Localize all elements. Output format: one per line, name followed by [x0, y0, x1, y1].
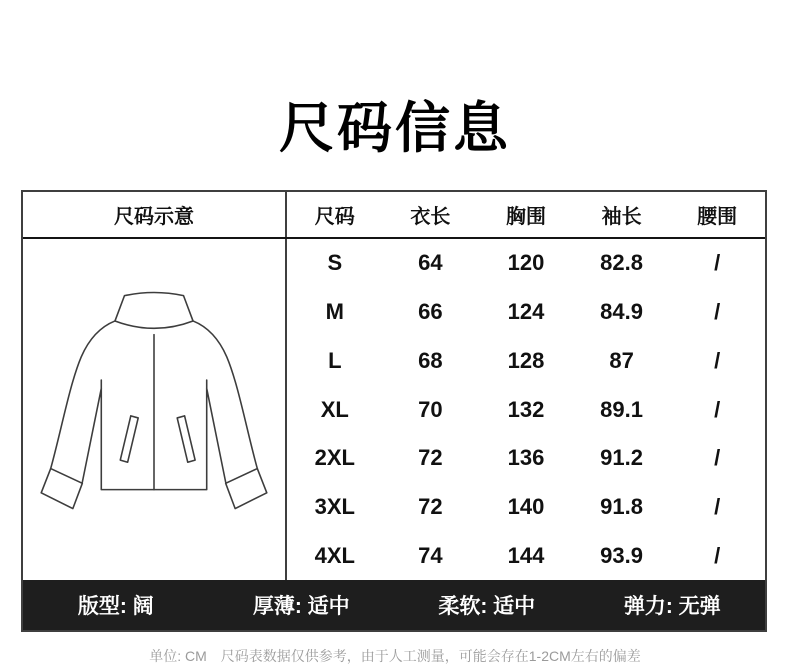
cell-size: XL [320, 396, 349, 422]
table-row-m [287, 288, 765, 337]
col-header-length: 衣长 [410, 206, 451, 228]
cell-waist: / [714, 445, 721, 471]
cell-waist: / [714, 493, 721, 519]
col-header-chest: 胸围 [505, 206, 546, 228]
cell-sleeve: 84.9 [600, 299, 643, 325]
cell-size: S [327, 250, 343, 276]
cell-length: 72 [418, 493, 443, 519]
attr-fit: 版型: 阔 [77, 595, 154, 618]
size-table-card [21, 190, 767, 632]
fabric-attributes-bar [23, 580, 765, 630]
table-row-3xl [287, 483, 765, 532]
table-row-s [287, 239, 765, 288]
table-row-xl [287, 385, 765, 434]
col-header-sleeve: 袖长 [601, 206, 642, 228]
cell-length: 70 [418, 396, 443, 422]
size-rows [287, 239, 765, 580]
cell-chest: 136 [507, 445, 545, 471]
cell-chest: 140 [507, 493, 545, 519]
cell-waist: / [714, 299, 721, 325]
cell-sleeve: 93.9 [600, 542, 643, 568]
attr-softness: 柔软: 适中 [438, 595, 536, 618]
cell-size: M [325, 299, 344, 325]
cell-length: 64 [418, 250, 443, 276]
table-row-2xl [287, 434, 765, 483]
illustration-column-header: 尺码示意 [23, 192, 287, 237]
table-row-l [287, 336, 765, 385]
size-table-header [23, 192, 765, 239]
cell-sleeve: 87 [609, 347, 634, 373]
col-header-size: 尺码 [314, 206, 355, 228]
measure-column-headers [287, 192, 765, 237]
cell-length: 66 [418, 299, 443, 325]
measurement-disclaimer: 单位: CM 尺码表数据仅供参考，由于人工测量，可能会存在1-2CM左右的偏差 [149, 648, 641, 664]
cell-size: 2XL [314, 445, 355, 471]
cell-chest: 124 [507, 299, 545, 325]
table-row-4xl [287, 531, 765, 580]
cell-length: 72 [418, 445, 443, 471]
cell-chest: 132 [507, 396, 545, 422]
cell-sleeve: 82.8 [600, 250, 643, 276]
cell-length: 68 [418, 347, 443, 373]
cell-waist: / [714, 542, 721, 568]
cell-waist: / [714, 250, 721, 276]
cell-waist: / [714, 396, 721, 422]
jacket-line-drawing-icon [38, 283, 270, 536]
cell-sleeve: 89.1 [600, 396, 643, 422]
attr-elasticity: 弹力: 无弹 [623, 595, 721, 618]
cell-size: 3XL [314, 493, 355, 519]
illustration-cell [23, 239, 287, 580]
cell-chest: 120 [507, 250, 545, 276]
cell-sleeve: 91.8 [600, 493, 643, 519]
col-header-waist: 腰围 [697, 206, 738, 228]
cell-size: L [328, 347, 342, 373]
cell-chest: 128 [507, 347, 545, 373]
cell-chest: 144 [507, 542, 545, 568]
cell-length: 74 [418, 542, 443, 568]
size-table-body [23, 239, 765, 580]
cell-sleeve: 91.2 [600, 445, 643, 471]
cell-size: 4XL [314, 542, 355, 568]
attr-thickness: 厚薄: 适中 [252, 595, 350, 618]
page-title: 尺码信息 [278, 97, 511, 159]
cell-waist: / [714, 347, 721, 373]
